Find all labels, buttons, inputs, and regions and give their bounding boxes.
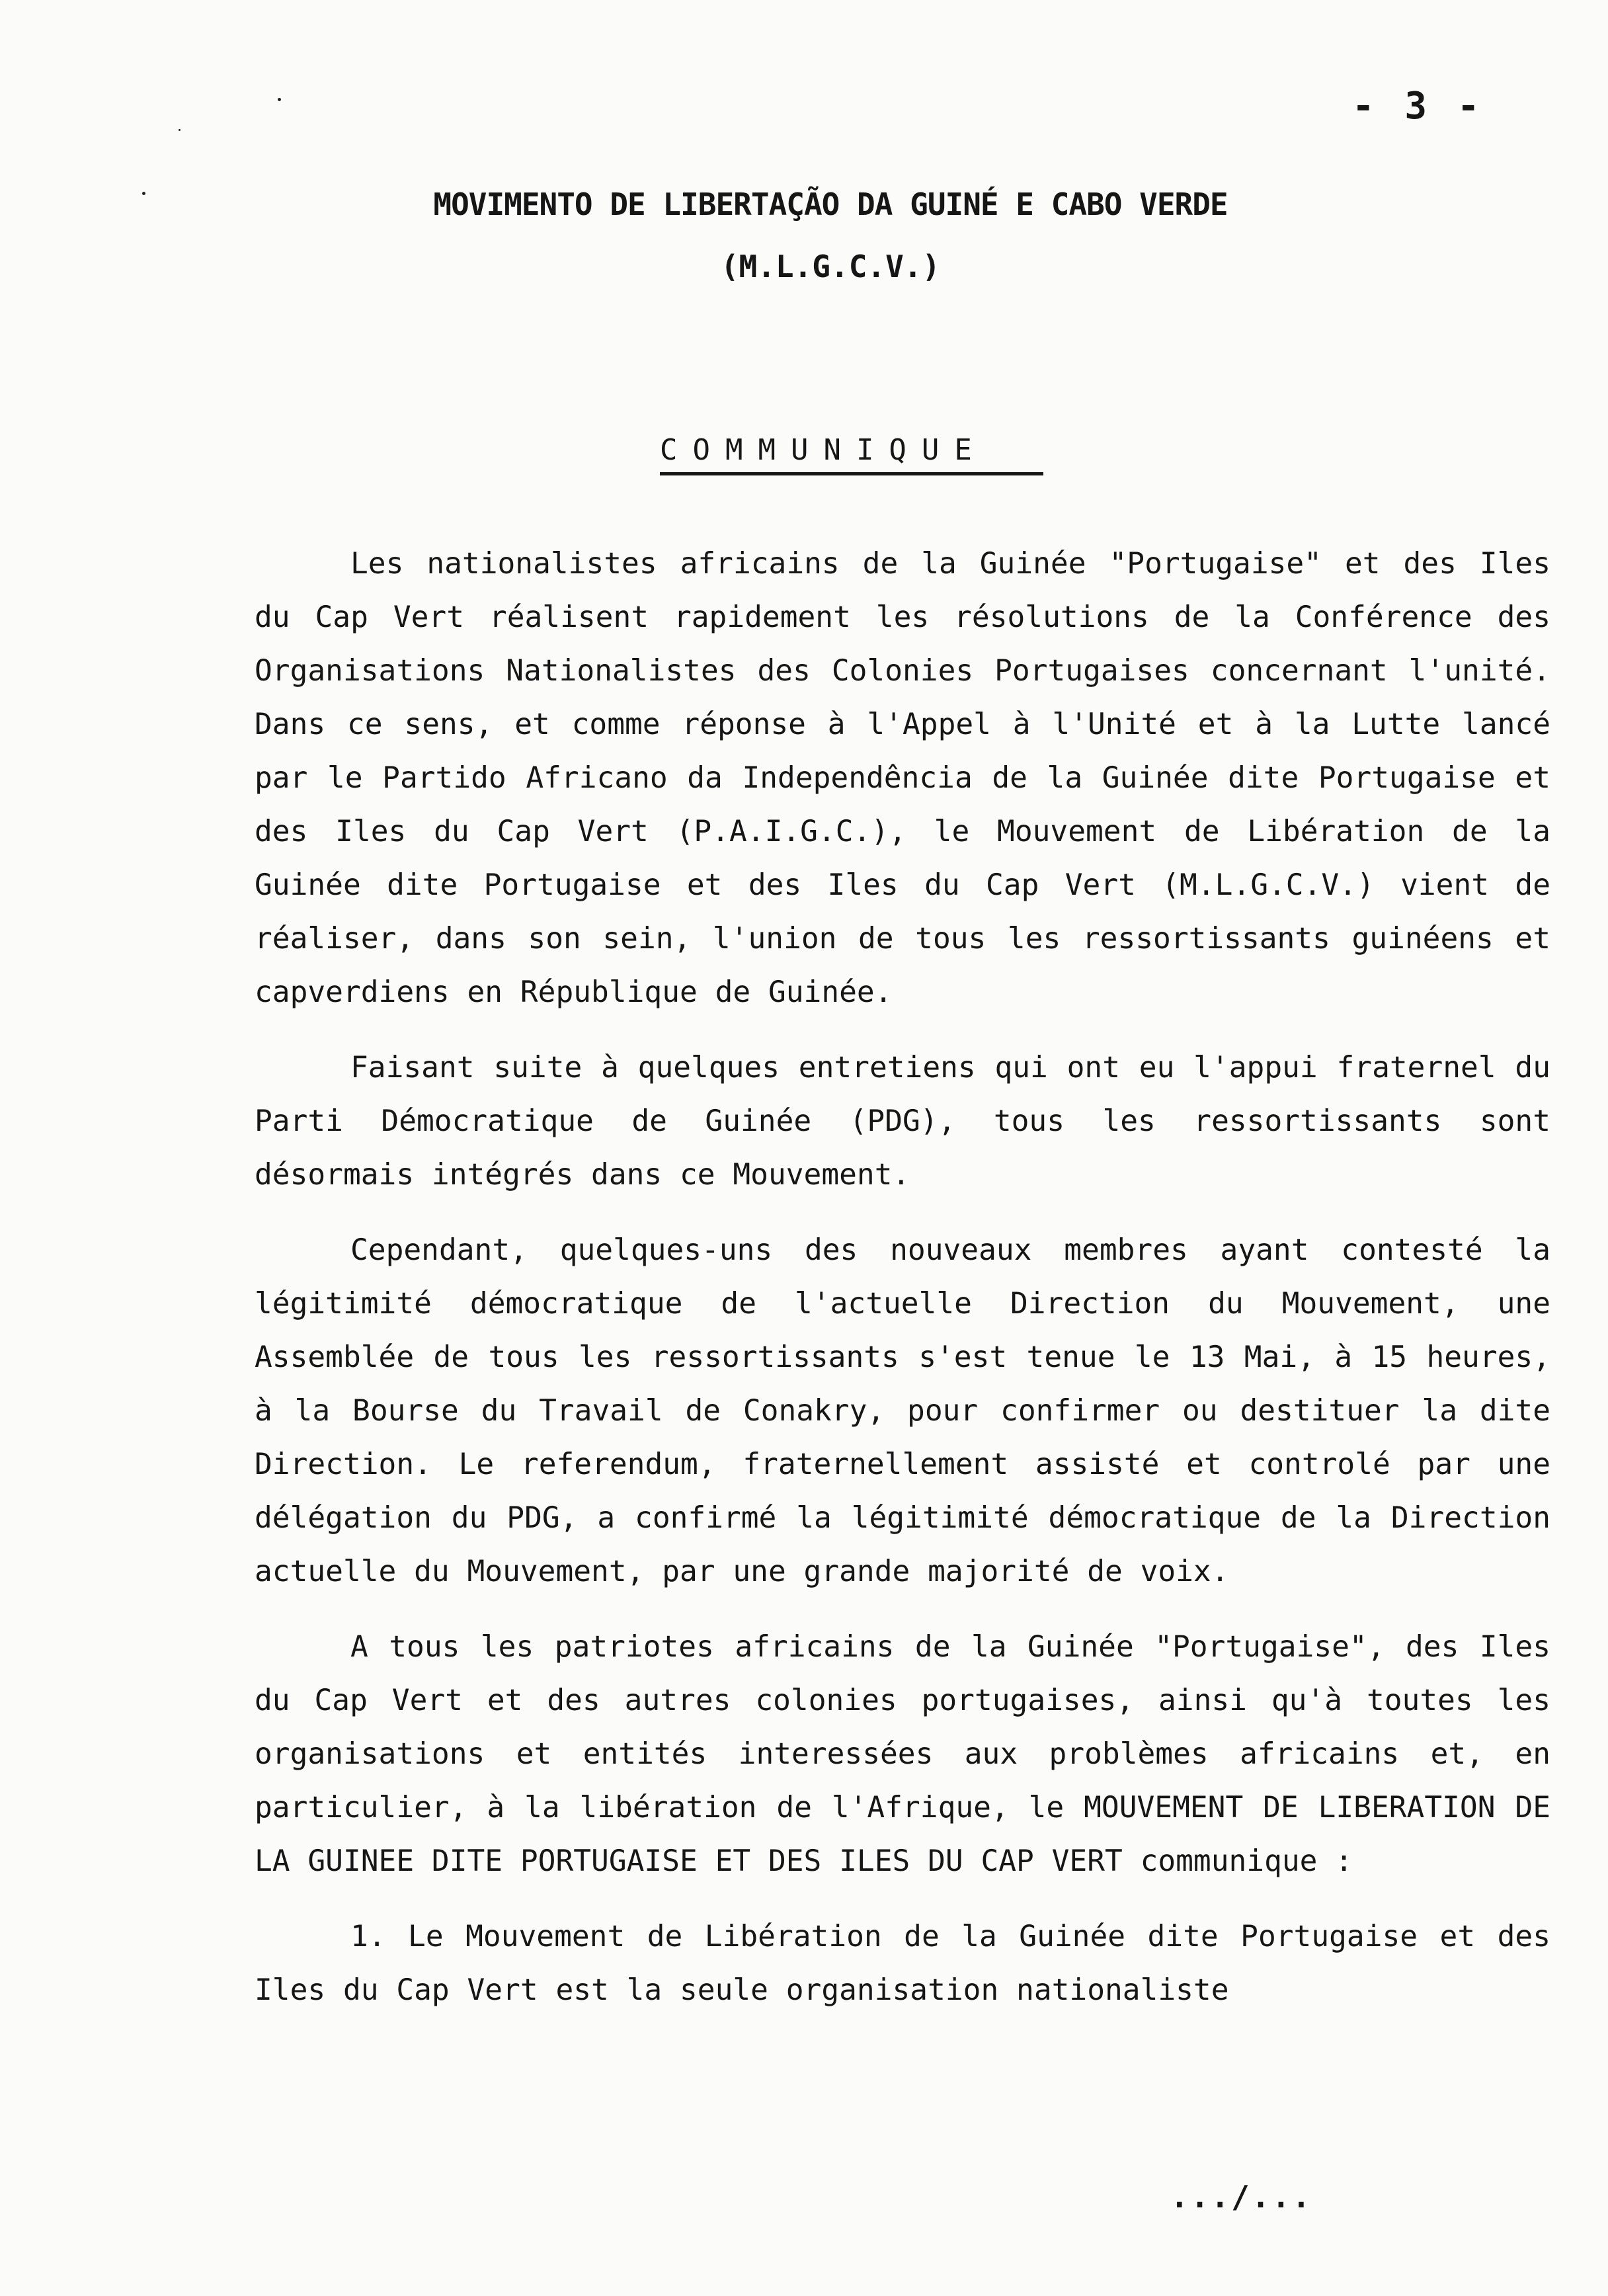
document-body (255, 537, 1550, 2039)
document-title: MOVIMENTO DE LIBERTAÇÃO DA GUINÉ E CABO VERDE (433, 186, 1228, 222)
paper-speck (142, 192, 145, 195)
paragraph-point-1: 1. Le Mouvement de Libération de la Guinée dite Portugaise et des Iles du Cap Vert est la seule organisation nationaliste (255, 1920, 1550, 2007)
communique-heading: COMMUNIQUE (660, 433, 1043, 475)
paper-speck (179, 129, 181, 131)
paper-speck (278, 98, 281, 101)
paragraph-address: A tous les patriotes africains de la Guinée "Portugaise", des Iles du Cap Vert et des autres colonies portugaises, ainsi qu'à toutes les organisations et entités interessées aux problèmes africains et, en particulier, à la libération de l'Afrique, le MOUVEMENT DE LIBERATION DE LA GUINEE DITE PORTUGAISE ET DES ILES DU CAP VERT communique : (255, 1630, 1550, 1878)
paragraph-referendum: Cependant, quelques-uns des nouveaux membres ayant contesté la légitimité démocratique de l'actuelle Direction du Mouvement, une Assemblée de tous les ressortissants s'est tenue le 13 Mai, à 15 heures, à la Bourse du Travail de Conakry, pour confirmer ou destituer la dite Direction. Le referendum, fraternellement assisté et controlé par une délégation du PDG, a confirmé la légitimité démocratique de la Direction actuelle du Mouvement, par une grande majorité de voix. (255, 1233, 1550, 1588)
paragraph-unity: Les nationalistes africains de la Guinée "Portugaise" et des Iles du Cap Vert réalisent rapidement les résolutions de la Conférence des Organisations Nationalistes des Colonies Portugaises concernant l'unité. Dans ce sens, et comme réponse à l'Appel à l'Unité et à la Lutte lancé par le Partido Africano da Independência de la Guinée dite Portugaise et des Iles du Cap Vert (P.A.I.G.C.), le Mouvement de Libération de la Guinée dite Portugaise et des Iles du Cap Vert (M.L.G.C.V.) vient de réaliser, dans son sein, l'union de tous les ressortissants guinéens et capverdiens en République de Guinée. (255, 547, 1550, 1009)
document-acronym: (M.L.G.C.V.) (720, 249, 941, 284)
page-number: - 3 - (1352, 85, 1484, 128)
continuation-marker: .../... (1170, 2179, 1312, 2215)
paragraph-integration: Faisant suite à quelques entretiens qui ont eu l'appui fraternel du Parti Démocratique de Guinée (PDG), tous les ressortissants sont désormais intégrés dans ce Mouvement. (255, 1051, 1550, 1192)
